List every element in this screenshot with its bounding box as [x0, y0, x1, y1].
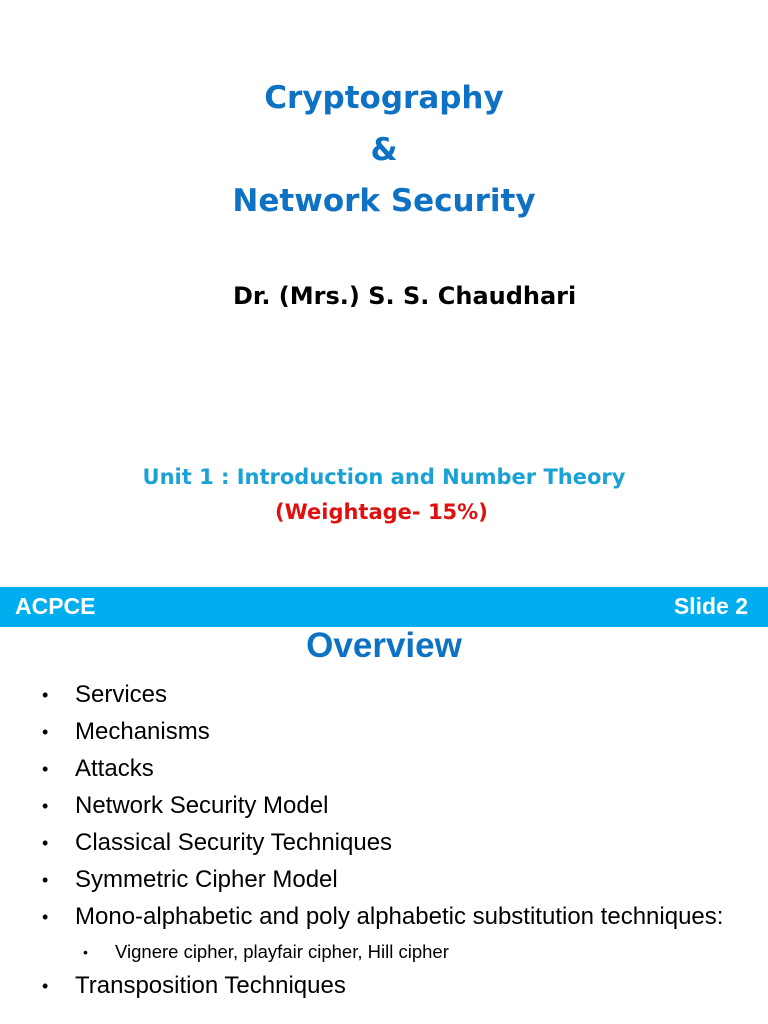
- bullet-icon: •: [83, 944, 88, 960]
- org-name: ACPCE: [15, 593, 96, 619]
- sub-list-item: [75, 940, 740, 964]
- list-item-label: Classical Security Techniques: [75, 829, 393, 856]
- sub-list-item-label: Vignere cipher, playfair cipher, Hill cipher: [115, 941, 449, 962]
- bullet-icon: •: [42, 796, 49, 816]
- list-item-label: Mechanisms: [75, 718, 210, 745]
- title-line-3: Network Security: [232, 183, 536, 219]
- bullet-icon: •: [42, 870, 49, 890]
- weightage-label: (Weightage- 15%): [275, 500, 488, 524]
- bullet-icon: •: [42, 722, 49, 742]
- list-item: [40, 791, 740, 821]
- list-item-label: Symmetric Cipher Model: [75, 866, 338, 893]
- bullet-icon: •: [42, 833, 49, 853]
- title-line-2: &: [370, 132, 398, 168]
- overview-heading: Overview: [306, 626, 462, 665]
- sub-list: [75, 940, 740, 964]
- unit-title: Unit 1 : Introduction and Number Theory: [142, 465, 626, 489]
- list-item: [40, 902, 740, 964]
- list-item-label: Transposition Techniques: [75, 972, 346, 999]
- bullet-icon: •: [42, 685, 49, 705]
- slide-number: Slide 2: [673, 593, 748, 619]
- list-item-label: Services: [75, 681, 168, 708]
- list-item-label: Network Security Model: [75, 792, 329, 819]
- list-item: [40, 971, 740, 1001]
- list-item-label: Attacks: [75, 755, 154, 782]
- title-line-1: Cryptography: [264, 80, 504, 116]
- list-item: [40, 717, 740, 747]
- overview-list: [40, 680, 740, 1008]
- bullet-icon: •: [42, 907, 49, 927]
- author-name: Dr. (Mrs.) S. S. Chaudhari: [233, 282, 577, 310]
- bullet-icon: •: [42, 759, 49, 779]
- bullet-icon: •: [42, 976, 49, 996]
- list-item: [40, 680, 740, 710]
- list-item-label: Mono-alphabetic and poly alphabetic substitution techniques:: [75, 903, 724, 930]
- list-item: [40, 828, 740, 858]
- slide-header-bar: [0, 587, 768, 627]
- list-item: [40, 754, 740, 784]
- list-item: [40, 865, 740, 895]
